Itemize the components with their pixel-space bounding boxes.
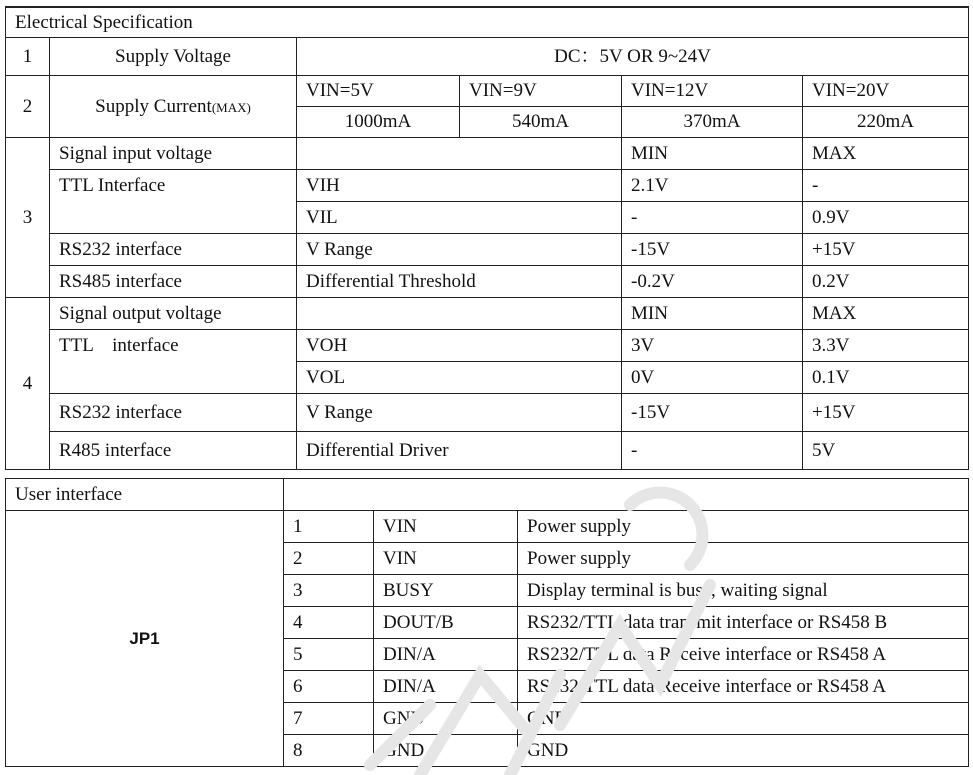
pin-desc: Power supply: [518, 543, 969, 575]
current-value: 1000mA: [297, 106, 460, 137]
min-value: 3V: [622, 329, 803, 361]
pin-number: 1: [284, 511, 374, 543]
row-index: 4: [6, 297, 50, 469]
max-value: -: [803, 169, 969, 201]
supply-voltage-label: Supply Voltage: [50, 37, 297, 75]
pin-desc: RS232/TTL data Receive interface or RS458 A: [518, 671, 969, 703]
pin-name: GND: [374, 735, 518, 767]
signal-output-label: Signal output voltage: [50, 297, 297, 329]
min-value: 0V: [622, 361, 803, 393]
pin-number: 8: [284, 735, 374, 767]
pin-number: 5: [284, 639, 374, 671]
current-value: 540mA: [460, 106, 622, 137]
table-row: [6, 169, 969, 201]
min-value: -15V: [622, 393, 803, 431]
max-value: +15V: [803, 393, 969, 431]
pin-desc: Power supply: [518, 511, 969, 543]
pin-number: 2: [284, 543, 374, 575]
interface-label: RS485 interface: [50, 265, 297, 297]
spec-title: Electrical Specification: [6, 7, 969, 37]
user-interface-title-row: [6, 479, 969, 511]
pin-name: DOUT/B: [374, 607, 518, 639]
max-header: MAX: [803, 297, 969, 329]
interface-label: TTL Interface: [50, 169, 297, 233]
table-row: [6, 329, 969, 361]
supply-voltage-row: [6, 37, 969, 75]
user-interface-title: User interface: [6, 479, 284, 511]
pin-name: DIN/A: [374, 639, 518, 671]
pin-desc: GND: [518, 735, 969, 767]
param-cell: V Range: [297, 393, 622, 431]
current-condition: VIN=12V: [622, 75, 803, 106]
user-interface-table: [5, 478, 969, 767]
table-row: [6, 511, 969, 543]
empty-cell: [284, 479, 969, 511]
max-value: 0.9V: [803, 201, 969, 233]
row-index: 2: [6, 75, 50, 137]
min-value: -: [622, 201, 803, 233]
pin-desc: Display terminal is busy, waiting signal: [518, 575, 969, 607]
interface-label: RS232 interface: [50, 233, 297, 265]
table-row: [6, 265, 969, 297]
param-cell: V Range: [297, 233, 622, 265]
max-value: 3.3V: [803, 329, 969, 361]
param-cell: Differential Driver: [297, 431, 622, 469]
pin-name: GND: [374, 703, 518, 735]
supply-current-label: Supply Current(MAX): [50, 75, 297, 137]
min-value: -: [622, 431, 803, 469]
signal-output-header-row: [6, 297, 969, 329]
table-row: [6, 233, 969, 265]
pin-number: 6: [284, 671, 374, 703]
pin-name: VIN: [374, 511, 518, 543]
param-cell: Differential Threshold: [297, 265, 622, 297]
current-value: 220mA: [803, 106, 969, 137]
connector-label: JP1: [6, 511, 284, 767]
pin-name: VIN: [374, 543, 518, 575]
current-condition: VIN=9V: [460, 75, 622, 106]
min-header: MIN: [622, 137, 803, 169]
row-index: 1: [6, 37, 50, 75]
param-cell: [297, 297, 622, 329]
param-cell: VIH: [297, 169, 622, 201]
param-cell: VIL: [297, 201, 622, 233]
current-condition: VIN=20V: [803, 75, 969, 106]
max-value: 0.1V: [803, 361, 969, 393]
signal-input-header-row: [6, 137, 969, 169]
max-value: +15V: [803, 233, 969, 265]
min-value: -0.2V: [622, 265, 803, 297]
min-value: 2.1V: [622, 169, 803, 201]
interface-label: R485 interface: [50, 431, 297, 469]
current-condition: VIN=5V: [297, 75, 460, 106]
min-header: MIN: [622, 297, 803, 329]
param-cell: VOL: [297, 361, 622, 393]
electrical-spec-table: [5, 6, 969, 470]
max-value: 0.2V: [803, 265, 969, 297]
table-row: [6, 393, 969, 431]
table-row: [6, 431, 969, 469]
supply-current-row: [6, 75, 969, 106]
row-index: 3: [6, 137, 50, 297]
spec-title-row: [6, 7, 969, 37]
pin-desc: GND: [518, 703, 969, 735]
interface-label: RS232 interface: [50, 393, 297, 431]
param-cell: [297, 137, 622, 169]
param-cell: VOH: [297, 329, 622, 361]
pin-name: DIN/A: [374, 671, 518, 703]
supply-voltage-value: DC：5V OR 9~24V: [297, 37, 969, 75]
signal-input-label: Signal input voltage: [50, 137, 297, 169]
current-value: 370mA: [622, 106, 803, 137]
pin-name: BUSY: [374, 575, 518, 607]
pin-desc: RS232/TTL data Receive interface or RS458 A: [518, 639, 969, 671]
interface-label: TTL interface: [50, 329, 297, 393]
max-header: MAX: [803, 137, 969, 169]
pin-number: 4: [284, 607, 374, 639]
min-value: -15V: [622, 233, 803, 265]
pin-desc: RS232/TTL data transmit interface or RS458 B: [518, 607, 969, 639]
max-value: 5V: [803, 431, 969, 469]
pin-number: 3: [284, 575, 374, 607]
pin-number: 7: [284, 703, 374, 735]
